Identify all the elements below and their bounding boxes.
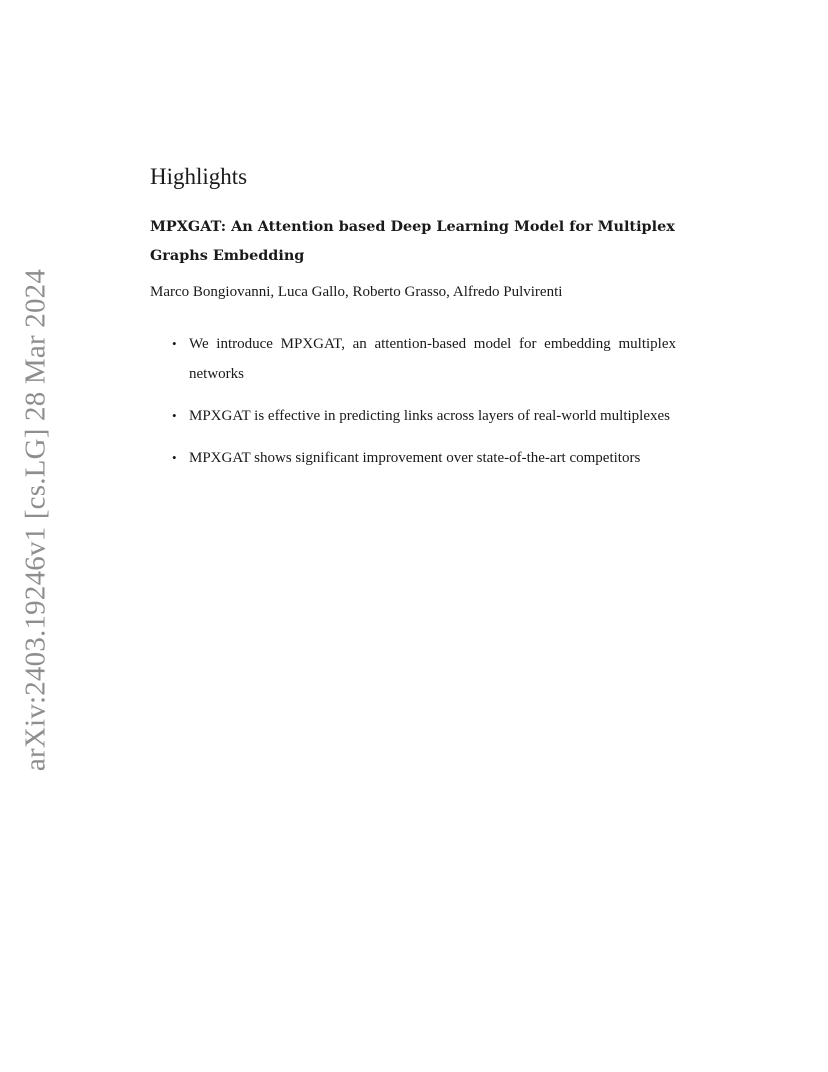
bullet-icon: • (172, 336, 177, 351)
bullet-icon: • (172, 450, 177, 465)
bullet-icon: • (172, 408, 177, 423)
highlights-list (172, 329, 676, 485)
highlight-text: We introduce MPXGAT, an attention-based model for embedding multiplex networks (189, 336, 676, 382)
highlight-item (172, 401, 676, 431)
author-list: Marco Bongiovanni, Luca Gallo, Roberto Grasso, Alfredo Pulvirenti (150, 284, 563, 300)
paper-title: MPXGAT: An Attention based Deep Learning Model for Multiplex Graphs Embedding (150, 218, 675, 264)
highlight-text: MPXGAT is effective in predicting links across layers of real-world multiplexes (189, 408, 671, 424)
highlights-heading: Highlights (150, 164, 248, 189)
highlight-item (172, 329, 676, 389)
highlight-item (172, 443, 676, 473)
highlight-text: MPXGAT shows significant improvement over state-of-the-art competitors (189, 450, 641, 466)
arxiv-identifier: arXiv:2403.19246v1 [cs.LG] 28 Mar 2024 (19, 268, 52, 772)
